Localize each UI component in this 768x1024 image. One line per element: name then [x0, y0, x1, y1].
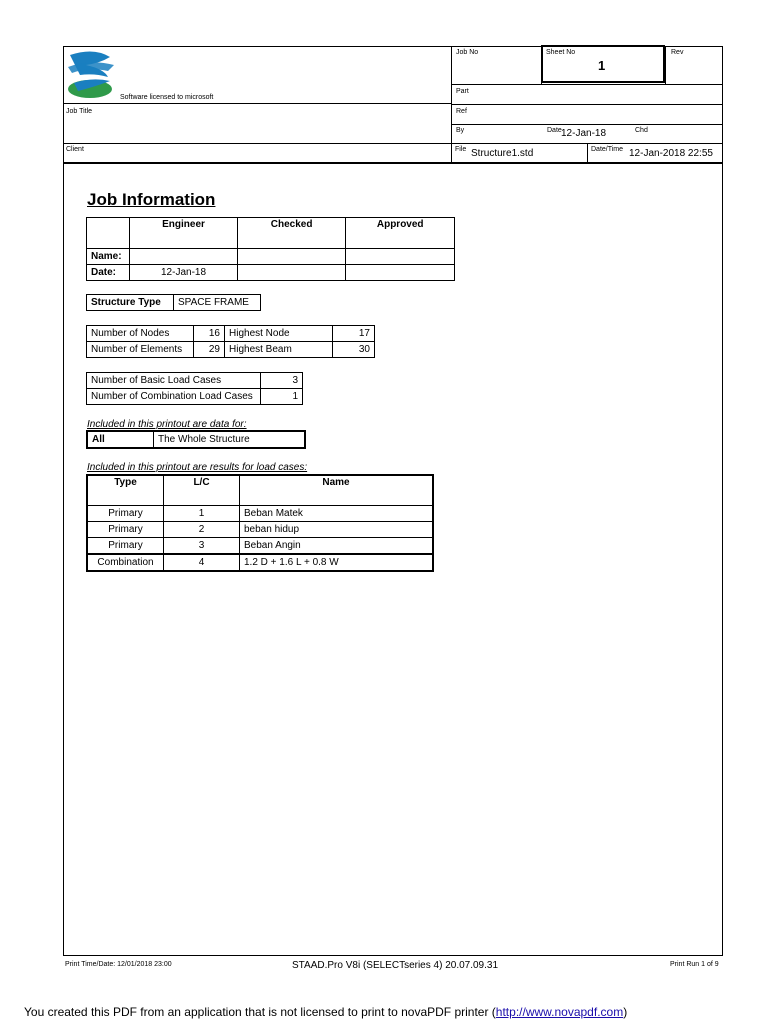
engineer-header: Engineer — [130, 218, 238, 249]
watermark-notice — [24, 1005, 627, 1019]
file-value: Structure1.std — [471, 148, 534, 159]
counts-table — [86, 325, 375, 358]
watermark-close: ) — [623, 1005, 628, 1019]
type-header: Type — [87, 475, 164, 506]
lc-name: Beban Matek — [240, 506, 434, 522]
lc-number: 1 — [164, 506, 240, 522]
nodes-value: 16 — [194, 326, 225, 342]
lc-type: Combination — [87, 554, 164, 571]
combo-load-label: Number of Combination Load Cases — [87, 389, 261, 405]
lc-number: 2 — [164, 522, 240, 538]
load-cases-note: Included in this printout are results for load cases: — [87, 462, 308, 473]
table-row — [87, 506, 433, 522]
highest-node-value: 17 — [333, 326, 375, 342]
datetime-value: 12-Jan-2018 22:55 — [629, 148, 713, 159]
nodes-label: Number of Nodes — [87, 326, 194, 342]
table-row — [87, 554, 433, 571]
sheet-no-label: Sheet No — [546, 49, 576, 56]
lc-name: beban hidup — [240, 522, 434, 538]
name-label: Name: — [87, 249, 130, 265]
job-title-label: Job Title — [66, 108, 93, 115]
datetime-label: Date/Time — [591, 146, 624, 153]
table-row — [87, 538, 433, 555]
job-info-table — [86, 217, 455, 281]
program-version: STAAD.Pro V8i (SELECTseries 4) 20.07.09.31 — [292, 960, 499, 971]
by-label: By — [456, 127, 465, 134]
structure-type-label: Structure Type — [87, 295, 174, 311]
approved-header: Approved — [346, 218, 455, 249]
scope-label: All — [87, 431, 154, 448]
ref-label: Ref — [456, 108, 467, 115]
licence-text: Software licensed to microsoft — [120, 94, 214, 101]
name-header: Name — [240, 475, 434, 506]
elements-value: 29 — [194, 342, 225, 358]
highest-beam-label: Highest Beam — [225, 342, 333, 358]
basic-load-value: 3 — [261, 373, 303, 389]
lc-number: 3 — [164, 538, 240, 555]
watermark-text: You created this PDF from an application that is not licensed to print to novaPDF printer ( — [24, 1005, 496, 1019]
print-time: Print Time/Date: 12/01/2018 23:00 — [65, 961, 172, 968]
included-data-note: Included in this printout are data for: — [87, 419, 247, 430]
combo-load-value: 1 — [261, 389, 303, 405]
rev-label: Rev — [671, 49, 684, 56]
part-label: Part — [456, 88, 469, 95]
highest-node-label: Highest Node — [225, 326, 333, 342]
chd-label: Chd — [635, 127, 648, 134]
lc-header: L/C — [164, 475, 240, 506]
page-title: Job Information — [87, 190, 216, 209]
novapdf-link[interactable]: http://www.novapdf.com — [495, 1005, 624, 1019]
engineer-date: 12-Jan-18 — [130, 265, 238, 281]
load-cases-table — [86, 474, 434, 572]
load-counts-table — [86, 372, 303, 405]
scope-description: The Whole Structure — [154, 431, 306, 448]
lc-type: Primary — [87, 506, 164, 522]
client-label: Client — [66, 146, 84, 153]
lc-type: Primary — [87, 522, 164, 538]
date-label: Date — [547, 127, 562, 134]
elements-label: Number of Elements — [87, 342, 194, 358]
basic-load-label: Number of Basic Load Cases — [87, 373, 261, 389]
lc-type: Primary — [87, 538, 164, 555]
structure-type-value: SPACE FRAME — [174, 295, 261, 311]
job-no-label: Job No — [456, 49, 479, 56]
lc-name: 1.2 D + 1.6 L + 0.8 W — [240, 554, 434, 571]
date-row-label: Date: — [87, 265, 130, 281]
print-run: Print Run 1 of 9 — [670, 961, 719, 968]
lc-name: Beban Angin — [240, 538, 434, 555]
sheet-no-value: 1 — [598, 58, 606, 73]
bentley-logo — [64, 47, 120, 102]
table-row — [87, 522, 433, 538]
highest-beam-value: 30 — [333, 342, 375, 358]
structure-type-table — [86, 294, 261, 311]
file-label: File — [455, 146, 467, 153]
lc-number: 4 — [164, 554, 240, 571]
checked-header: Checked — [237, 218, 346, 249]
date-value: 12-Jan-18 — [561, 128, 607, 139]
included-data-table — [86, 430, 306, 449]
